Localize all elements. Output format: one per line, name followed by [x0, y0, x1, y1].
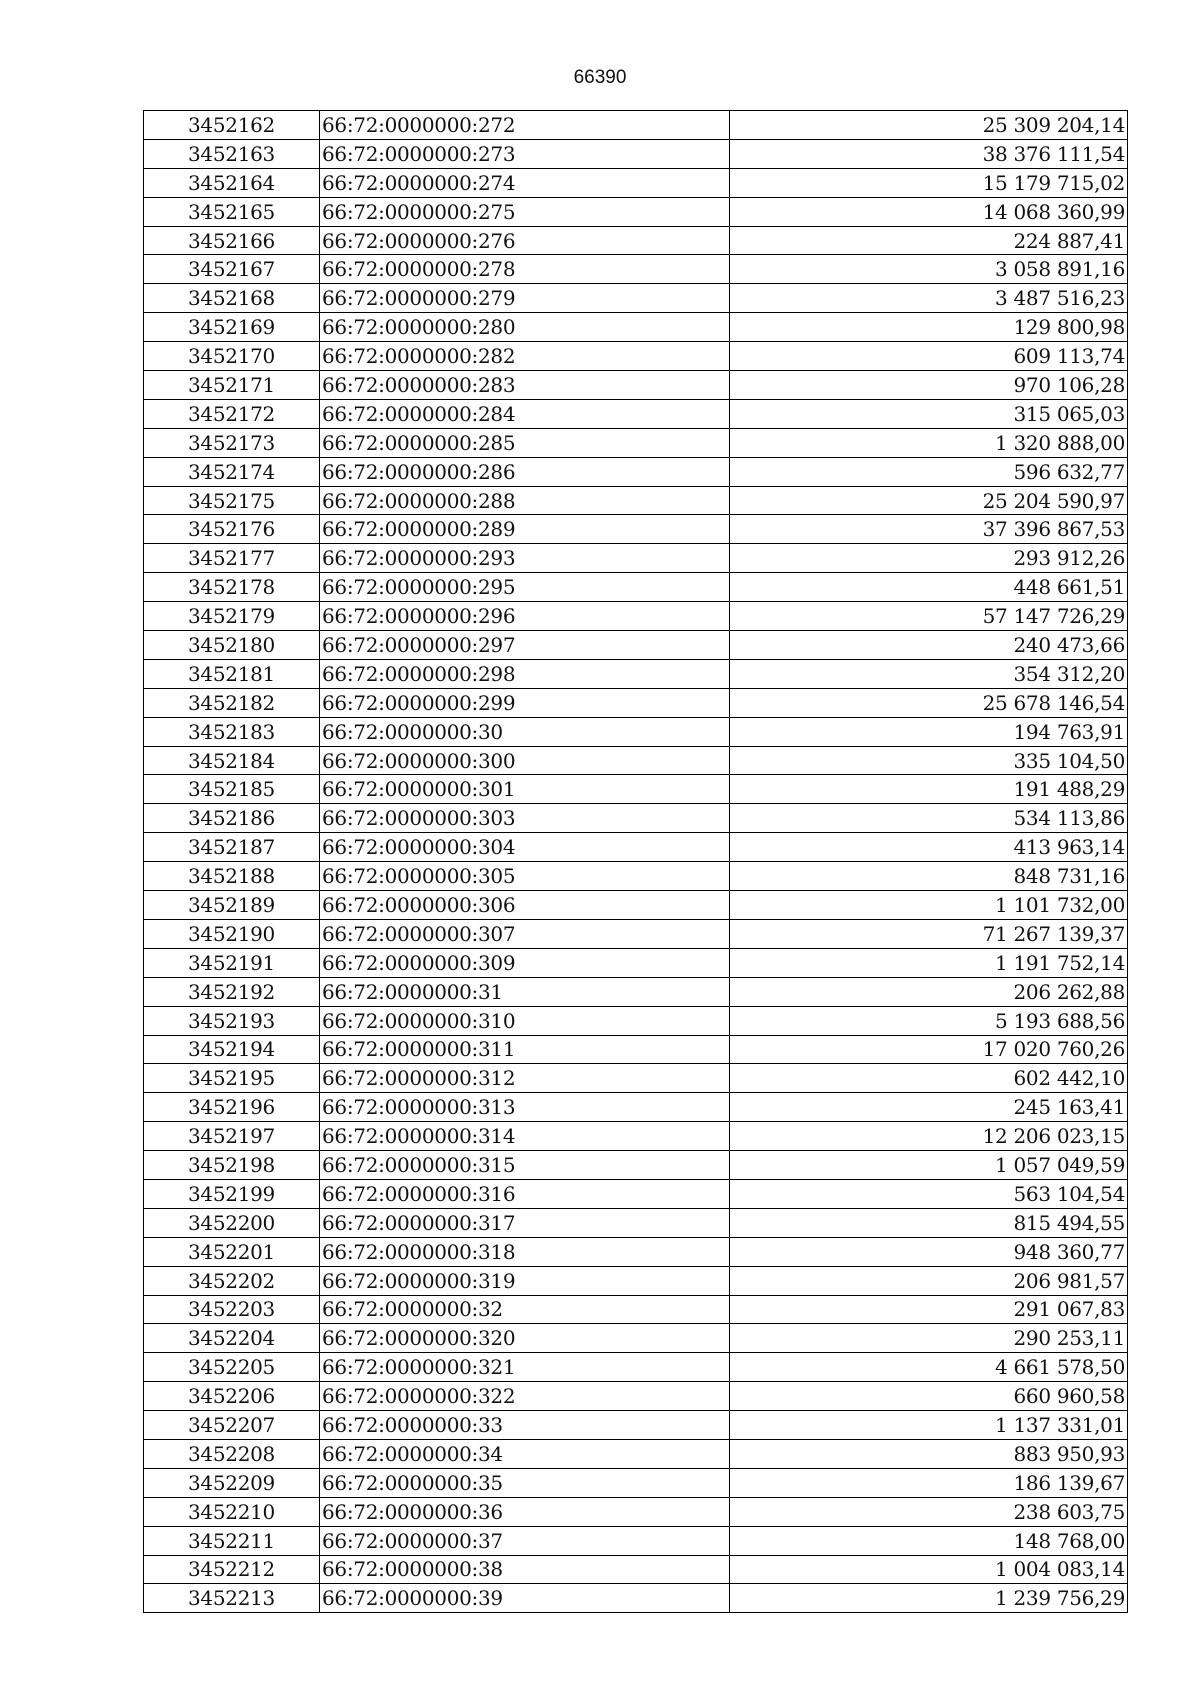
cadastral-value-cell: 602 442,10 — [730, 1064, 1128, 1093]
record-id-cell: 3452189 — [144, 891, 320, 920]
table-row — [144, 833, 1128, 862]
table-row — [144, 1584, 1128, 1613]
cadastral-value-cell: 129 800,98 — [730, 313, 1128, 342]
cadastral-value-cell: 1 320 888,00 — [730, 428, 1128, 457]
cadastral-value-cell: 335 104,50 — [730, 746, 1128, 775]
cadastral-number-cell: 66:72:0000000:282 — [320, 342, 730, 371]
record-id-cell: 3452186 — [144, 804, 320, 833]
record-id-cell: 3452211 — [144, 1526, 320, 1555]
cadastral-number-cell: 66:72:0000000:313 — [320, 1093, 730, 1122]
cadastral-value-cell: 5 193 688,56 — [730, 1006, 1128, 1035]
cadastral-value-cell: 4 661 578,50 — [730, 1353, 1128, 1382]
record-id-cell: 3452190 — [144, 919, 320, 948]
record-id-cell: 3452182 — [144, 688, 320, 717]
record-id-cell: 3452201 — [144, 1237, 320, 1266]
cadastral-number-cell: 66:72:0000000:283 — [320, 371, 730, 400]
table-row — [144, 342, 1128, 371]
cadastral-value-cell: 194 763,91 — [730, 717, 1128, 746]
table-row — [144, 1353, 1128, 1382]
cadastral-number-cell: 66:72:0000000:278 — [320, 255, 730, 284]
cadastral-number-cell: 66:72:0000000:300 — [320, 746, 730, 775]
record-id-cell: 3452197 — [144, 1122, 320, 1151]
cadastral-number-cell: 66:72:0000000:30 — [320, 717, 730, 746]
cadastral-number-cell: 66:72:0000000:304 — [320, 833, 730, 862]
record-id-cell: 3452204 — [144, 1324, 320, 1353]
cadastral-number-cell: 66:72:0000000:309 — [320, 948, 730, 977]
cadastral-value-cell: 315 065,03 — [730, 399, 1128, 428]
cadastral-value-cell: 238 603,75 — [730, 1497, 1128, 1526]
data-table — [143, 110, 1128, 1613]
record-id-cell: 3452188 — [144, 862, 320, 891]
cadastral-number-cell: 66:72:0000000:38 — [320, 1555, 730, 1584]
cadastral-number-cell: 66:72:0000000:276 — [320, 226, 730, 255]
cadastral-value-cell: 848 731,16 — [730, 862, 1128, 891]
cadastral-value-cell: 12 206 023,15 — [730, 1122, 1128, 1151]
cadastral-value-cell: 291 067,83 — [730, 1295, 1128, 1324]
table-row — [144, 1035, 1128, 1064]
record-id-cell: 3452209 — [144, 1468, 320, 1497]
cadastral-number-cell: 66:72:0000000:306 — [320, 891, 730, 920]
table-row — [144, 428, 1128, 457]
cadastral-number-cell: 66:72:0000000:33 — [320, 1411, 730, 1440]
record-id-cell: 3452194 — [144, 1035, 320, 1064]
cadastral-number-cell: 66:72:0000000:316 — [320, 1179, 730, 1208]
cadastral-number-cell: 66:72:0000000:275 — [320, 197, 730, 226]
cadastral-value-cell: 3 487 516,23 — [730, 284, 1128, 313]
cadastral-number-cell: 66:72:0000000:36 — [320, 1497, 730, 1526]
cadastral-value-cell: 354 312,20 — [730, 659, 1128, 688]
cadastral-value-cell: 660 960,58 — [730, 1382, 1128, 1411]
cadastral-number-cell: 66:72:0000000:307 — [320, 919, 730, 948]
record-id-cell: 3452193 — [144, 1006, 320, 1035]
cadastral-value-cell: 596 632,77 — [730, 457, 1128, 486]
record-id-cell: 3452212 — [144, 1555, 320, 1584]
page-number: 66390 — [573, 67, 627, 88]
cadastral-value-cell: 293 912,26 — [730, 544, 1128, 573]
record-id-cell: 3452210 — [144, 1497, 320, 1526]
cadastral-number-cell: 66:72:0000000:297 — [320, 631, 730, 660]
cadastral-value-cell: 37 396 867,53 — [730, 515, 1128, 544]
table-row — [144, 255, 1128, 284]
cadastral-number-cell: 66:72:0000000:320 — [320, 1324, 730, 1353]
cadastral-value-cell: 15 179 715,02 — [730, 168, 1128, 197]
record-id-cell: 3452180 — [144, 631, 320, 660]
cadastral-number-cell: 66:72:0000000:272 — [320, 111, 730, 140]
cadastral-number-cell: 66:72:0000000:322 — [320, 1382, 730, 1411]
cadastral-number-cell: 66:72:0000000:34 — [320, 1439, 730, 1468]
record-id-cell: 3452207 — [144, 1411, 320, 1440]
cadastral-value-cell: 448 661,51 — [730, 573, 1128, 602]
table-row — [144, 775, 1128, 804]
cadastral-number-cell: 66:72:0000000:298 — [320, 659, 730, 688]
cadastral-value-cell: 240 473,66 — [730, 631, 1128, 660]
cadastral-value-cell: 25 678 146,54 — [730, 688, 1128, 717]
table-row — [144, 1497, 1128, 1526]
record-id-cell: 3452184 — [144, 746, 320, 775]
record-id-cell: 3452213 — [144, 1584, 320, 1613]
record-id-cell: 3452181 — [144, 659, 320, 688]
table-row — [144, 168, 1128, 197]
table-row — [144, 1468, 1128, 1497]
cadastral-number-cell: 66:72:0000000:310 — [320, 1006, 730, 1035]
cadastral-value-cell: 815 494,55 — [730, 1208, 1128, 1237]
table-row — [144, 1122, 1128, 1151]
cadastral-value-cell: 1 239 756,29 — [730, 1584, 1128, 1613]
cadastral-number-cell: 66:72:0000000:279 — [320, 284, 730, 313]
record-id-cell: 3452176 — [144, 515, 320, 544]
table-row — [144, 226, 1128, 255]
record-id-cell: 3452166 — [144, 226, 320, 255]
table-row — [144, 544, 1128, 573]
table-row — [144, 515, 1128, 544]
cadastral-value-cell: 1 101 732,00 — [730, 891, 1128, 920]
cadastral-value-cell: 71 267 139,37 — [730, 919, 1128, 948]
record-id-cell: 3452208 — [144, 1439, 320, 1468]
table-row — [144, 111, 1128, 140]
cadastral-number-cell: 66:72:0000000:317 — [320, 1208, 730, 1237]
table-row — [144, 717, 1128, 746]
cadastral-number-cell: 66:72:0000000:293 — [320, 544, 730, 573]
table-row — [144, 1006, 1128, 1035]
record-id-cell: 3452206 — [144, 1382, 320, 1411]
cadastral-number-cell: 66:72:0000000:312 — [320, 1064, 730, 1093]
record-id-cell: 3452200 — [144, 1208, 320, 1237]
cadastral-value-cell: 186 139,67 — [730, 1468, 1128, 1497]
cadastral-value-cell: 1 137 331,01 — [730, 1411, 1128, 1440]
table-row — [144, 1324, 1128, 1353]
record-id-cell: 3452191 — [144, 948, 320, 977]
cadastral-value-cell: 609 113,74 — [730, 342, 1128, 371]
table-row — [144, 457, 1128, 486]
record-id-cell: 3452164 — [144, 168, 320, 197]
record-id-cell: 3452192 — [144, 977, 320, 1006]
record-id-cell: 3452205 — [144, 1353, 320, 1382]
table-row — [144, 1411, 1128, 1440]
table-row — [144, 948, 1128, 977]
cadastral-number-cell: 66:72:0000000:321 — [320, 1353, 730, 1382]
cadastral-value-cell: 948 360,77 — [730, 1237, 1128, 1266]
table-row — [144, 1237, 1128, 1266]
cadastral-value-cell: 17 020 760,26 — [730, 1035, 1128, 1064]
cadastral-value-cell: 25 309 204,14 — [730, 111, 1128, 140]
cadastral-number-cell: 66:72:0000000:295 — [320, 573, 730, 602]
table-row — [144, 1439, 1128, 1468]
record-id-cell: 3452169 — [144, 313, 320, 342]
cadastral-number-cell: 66:72:0000000:288 — [320, 486, 730, 515]
cadastral-number-cell: 66:72:0000000:32 — [320, 1295, 730, 1324]
record-id-cell: 3452170 — [144, 342, 320, 371]
cadastral-value-cell: 148 768,00 — [730, 1526, 1128, 1555]
cadastral-value-cell: 413 963,14 — [730, 833, 1128, 862]
cadastral-number-cell: 66:72:0000000:284 — [320, 399, 730, 428]
table-row — [144, 631, 1128, 660]
record-id-cell: 3452202 — [144, 1266, 320, 1295]
table-row — [144, 1208, 1128, 1237]
record-id-cell: 3452175 — [144, 486, 320, 515]
table-row — [144, 746, 1128, 775]
table-row — [144, 1555, 1128, 1584]
cadastral-value-cell: 191 488,29 — [730, 775, 1128, 804]
cadastral-number-cell: 66:72:0000000:311 — [320, 1035, 730, 1064]
cadastral-number-cell: 66:72:0000000:305 — [320, 862, 730, 891]
table-row — [144, 1064, 1128, 1093]
cadastral-number-cell: 66:72:0000000:303 — [320, 804, 730, 833]
table-row — [144, 1526, 1128, 1555]
cadastral-number-cell: 66:72:0000000:318 — [320, 1237, 730, 1266]
cadastral-number-cell: 66:72:0000000:285 — [320, 428, 730, 457]
record-id-cell: 3452172 — [144, 399, 320, 428]
record-id-cell: 3452195 — [144, 1064, 320, 1093]
table-row — [144, 919, 1128, 948]
record-id-cell: 3452196 — [144, 1093, 320, 1122]
table-row — [144, 197, 1128, 226]
table-row — [144, 371, 1128, 400]
record-id-cell: 3452198 — [144, 1151, 320, 1180]
table-row — [144, 1382, 1128, 1411]
cadastral-value-cell: 224 887,41 — [730, 226, 1128, 255]
table-row — [144, 573, 1128, 602]
record-id-cell: 3452187 — [144, 833, 320, 862]
cadastral-value-cell: 206 262,88 — [730, 977, 1128, 1006]
table-row — [144, 688, 1128, 717]
cadastral-value-cell: 563 104,54 — [730, 1179, 1128, 1208]
cadastral-value-cell: 883 950,93 — [730, 1439, 1128, 1468]
table-row — [144, 977, 1128, 1006]
record-id-cell: 3452165 — [144, 197, 320, 226]
table-row — [144, 1093, 1128, 1122]
record-id-cell: 3452173 — [144, 428, 320, 457]
cadastral-number-cell: 66:72:0000000:315 — [320, 1151, 730, 1180]
cadastral-number-cell: 66:72:0000000:273 — [320, 139, 730, 168]
cadastral-value-cell: 3 058 891,16 — [730, 255, 1128, 284]
record-id-cell: 3452203 — [144, 1295, 320, 1324]
cadastral-number-cell: 66:72:0000000:37 — [320, 1526, 730, 1555]
record-id-cell: 3452177 — [144, 544, 320, 573]
record-id-cell: 3452199 — [144, 1179, 320, 1208]
cadastral-number-cell: 66:72:0000000:31 — [320, 977, 730, 1006]
cadastral-value-cell: 970 106,28 — [730, 371, 1128, 400]
cadastral-number-cell: 66:72:0000000:301 — [320, 775, 730, 804]
cadastral-number-cell: 66:72:0000000:296 — [320, 602, 730, 631]
table-row — [144, 313, 1128, 342]
table-row — [144, 1179, 1128, 1208]
table-row — [144, 486, 1128, 515]
record-id-cell: 3452183 — [144, 717, 320, 746]
cadastral-value-cell: 57 147 726,29 — [730, 602, 1128, 631]
table-row — [144, 602, 1128, 631]
cadastral-value-cell: 290 253,11 — [730, 1324, 1128, 1353]
record-id-cell: 3452167 — [144, 255, 320, 284]
cadastral-number-cell: 66:72:0000000:319 — [320, 1266, 730, 1295]
table-row — [144, 1151, 1128, 1180]
table-row — [144, 659, 1128, 688]
record-id-cell: 3452163 — [144, 139, 320, 168]
cadastral-number-cell: 66:72:0000000:280 — [320, 313, 730, 342]
record-id-cell: 3452174 — [144, 457, 320, 486]
table-row — [144, 891, 1128, 920]
cadastral-number-cell: 66:72:0000000:314 — [320, 1122, 730, 1151]
cadastral-value-cell: 1 004 083,14 — [730, 1555, 1128, 1584]
table-row — [144, 1266, 1128, 1295]
cadastral-number-cell: 66:72:0000000:39 — [320, 1584, 730, 1613]
record-id-cell: 3452179 — [144, 602, 320, 631]
table-row — [144, 284, 1128, 313]
table-row — [144, 862, 1128, 891]
cadastral-value-cell: 1 057 049,59 — [730, 1151, 1128, 1180]
table-row — [144, 804, 1128, 833]
table-row — [144, 1295, 1128, 1324]
cadastral-value-cell: 25 204 590,97 — [730, 486, 1128, 515]
table-row — [144, 399, 1128, 428]
cadastral-value-cell: 1 191 752,14 — [730, 948, 1128, 977]
cadastral-number-cell: 66:72:0000000:274 — [320, 168, 730, 197]
table-body — [144, 111, 1128, 1613]
record-id-cell: 3452171 — [144, 371, 320, 400]
cadastral-number-cell: 66:72:0000000:35 — [320, 1468, 730, 1497]
cadastral-value-cell: 245 163,41 — [730, 1093, 1128, 1122]
cadastral-value-cell: 14 068 360,99 — [730, 197, 1128, 226]
table-row — [144, 139, 1128, 168]
record-id-cell: 3452178 — [144, 573, 320, 602]
record-id-cell: 3452168 — [144, 284, 320, 313]
cadastral-value-cell: 38 376 111,54 — [730, 139, 1128, 168]
cadastral-number-cell: 66:72:0000000:286 — [320, 457, 730, 486]
cadastral-value-cell: 534 113,86 — [730, 804, 1128, 833]
cadastral-number-cell: 66:72:0000000:299 — [320, 688, 730, 717]
cadastral-value-cell: 206 981,57 — [730, 1266, 1128, 1295]
record-id-cell: 3452185 — [144, 775, 320, 804]
record-id-cell: 3452162 — [144, 111, 320, 140]
cadastral-number-cell: 66:72:0000000:289 — [320, 515, 730, 544]
